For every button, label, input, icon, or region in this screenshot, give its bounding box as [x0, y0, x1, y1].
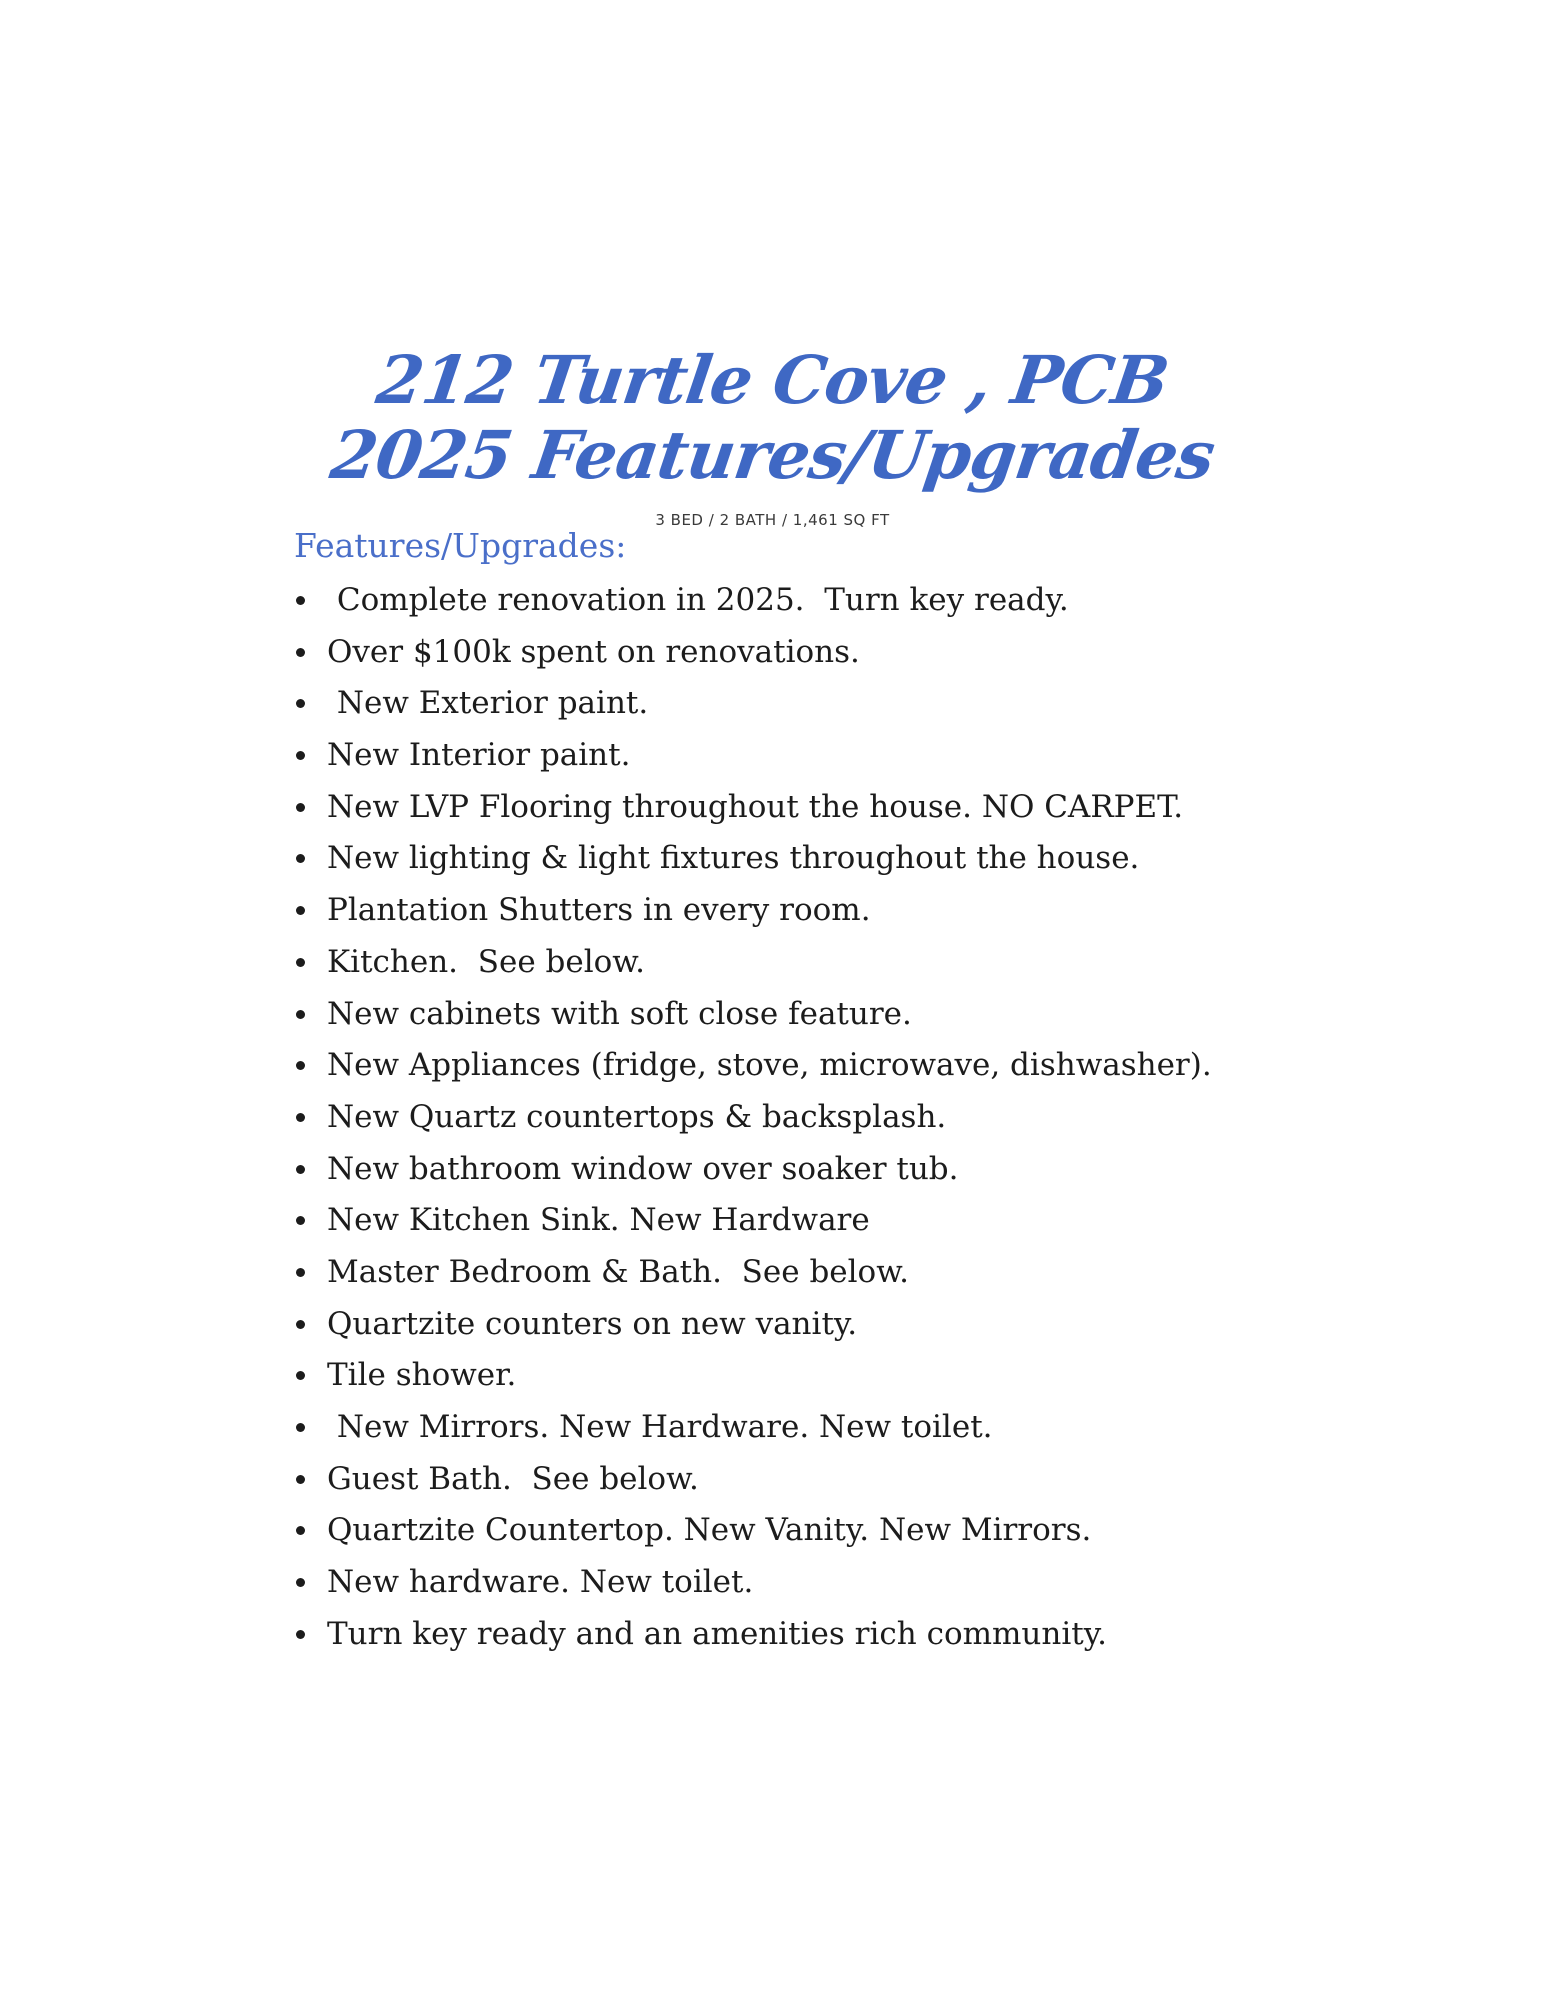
- list-item: [294, 785, 1394, 837]
- list-item: [294, 733, 1394, 785]
- feature-text: New Interior paint.: [327, 737, 631, 774]
- bullet-icon: [296, 596, 305, 605]
- feature-text: Complete renovation in 2025. Turn key ready.: [327, 582, 1069, 618]
- bullet-icon: [296, 958, 305, 967]
- bullet-icon: [296, 648, 305, 657]
- feature-text: New hardware. New toilet.: [327, 1564, 754, 1601]
- list-item: [294, 1043, 1394, 1095]
- list-item: [294, 992, 1394, 1044]
- list-item: [294, 1250, 1394, 1302]
- list-item: [294, 578, 1394, 630]
- feature-text: Plantation Shutters in every room.: [327, 892, 871, 929]
- feature-text: New Kitchen Sink. New Hardware: [327, 1202, 870, 1239]
- feature-text: Quartzite Countertop. New Vanity. New Mirrors.: [327, 1512, 1092, 1549]
- list-item: [294, 1508, 1394, 1560]
- bullet-icon: [296, 1061, 305, 1070]
- feature-text: Tile shower.: [327, 1357, 517, 1394]
- feature-text: New Exterior paint.: [327, 685, 649, 722]
- feature-text: Quartzite counters on new vanity.: [327, 1305, 858, 1342]
- bullet-icon: [296, 1526, 305, 1535]
- bullet-icon: [296, 1423, 305, 1432]
- bullet-icon: [296, 1216, 305, 1225]
- section-heading: Features/Upgrades:: [294, 526, 627, 565]
- bullet-icon: [296, 1371, 305, 1380]
- list-item: [294, 1405, 1394, 1457]
- bullet-icon: [296, 1113, 305, 1122]
- feature-text: New Mirrors. New Hardware. New toilet.: [327, 1409, 993, 1445]
- feature-text: New Appliances (fridge, stove, microwave, dishwasher).: [327, 1047, 1212, 1084]
- feature-text: New LVP Flooring throughout the house. NO CARPET.: [327, 788, 1184, 825]
- list-item: [294, 1095, 1394, 1147]
- list-item: [294, 630, 1394, 682]
- bullet-icon: [296, 1268, 305, 1277]
- feature-text: Turn key ready and an amenities rich community.: [327, 1615, 1107, 1652]
- page-title-line-2: 2025 Features/Upgrades: [326, 416, 1219, 494]
- bullet-icon: [296, 1320, 305, 1329]
- bullet-icon: [296, 1578, 305, 1587]
- features-list: [294, 578, 1394, 1663]
- feature-text: New cabinets with soft close feature.: [327, 995, 912, 1032]
- list-item: [294, 681, 1394, 733]
- list-item: [294, 940, 1394, 992]
- list-item: [294, 836, 1394, 888]
- property-summary: 3 BED / 2 BATH / 1,461 SQ FT: [655, 511, 890, 529]
- list-item: [294, 1560, 1394, 1612]
- bullet-icon: [296, 854, 305, 863]
- bullet-icon: [296, 751, 305, 760]
- list-item: [294, 888, 1394, 940]
- feature-text: New Quartz countertops & backsplash.: [327, 1098, 947, 1135]
- list-item: [294, 1457, 1394, 1509]
- feature-text: Master Bedroom & Bath. See below.: [327, 1253, 909, 1290]
- list-item: [294, 1147, 1394, 1199]
- feature-text: Kitchen. See below.: [327, 943, 645, 980]
- bullet-icon: [296, 1630, 305, 1639]
- bullet-icon: [296, 1165, 305, 1174]
- list-item: [294, 1302, 1394, 1354]
- bullet-icon: [296, 699, 305, 708]
- list-item: [294, 1612, 1394, 1664]
- bullet-icon: [296, 803, 305, 812]
- feature-text: Over $100k spent on renovations.: [327, 633, 860, 670]
- bullet-icon: [296, 1010, 305, 1019]
- bullet-icon: [296, 1475, 305, 1484]
- feature-text: Guest Bath. See below.: [327, 1460, 699, 1497]
- page-title-line-1: 212 Turtle Cove , PCB: [372, 341, 1173, 419]
- list-item: [294, 1198, 1394, 1250]
- list-item: [294, 1353, 1394, 1405]
- bullet-icon: [296, 906, 305, 915]
- feature-text: New bathroom window over soaker tub.: [327, 1150, 959, 1187]
- feature-text: New lighting & light fixtures throughout the house.: [327, 840, 1140, 877]
